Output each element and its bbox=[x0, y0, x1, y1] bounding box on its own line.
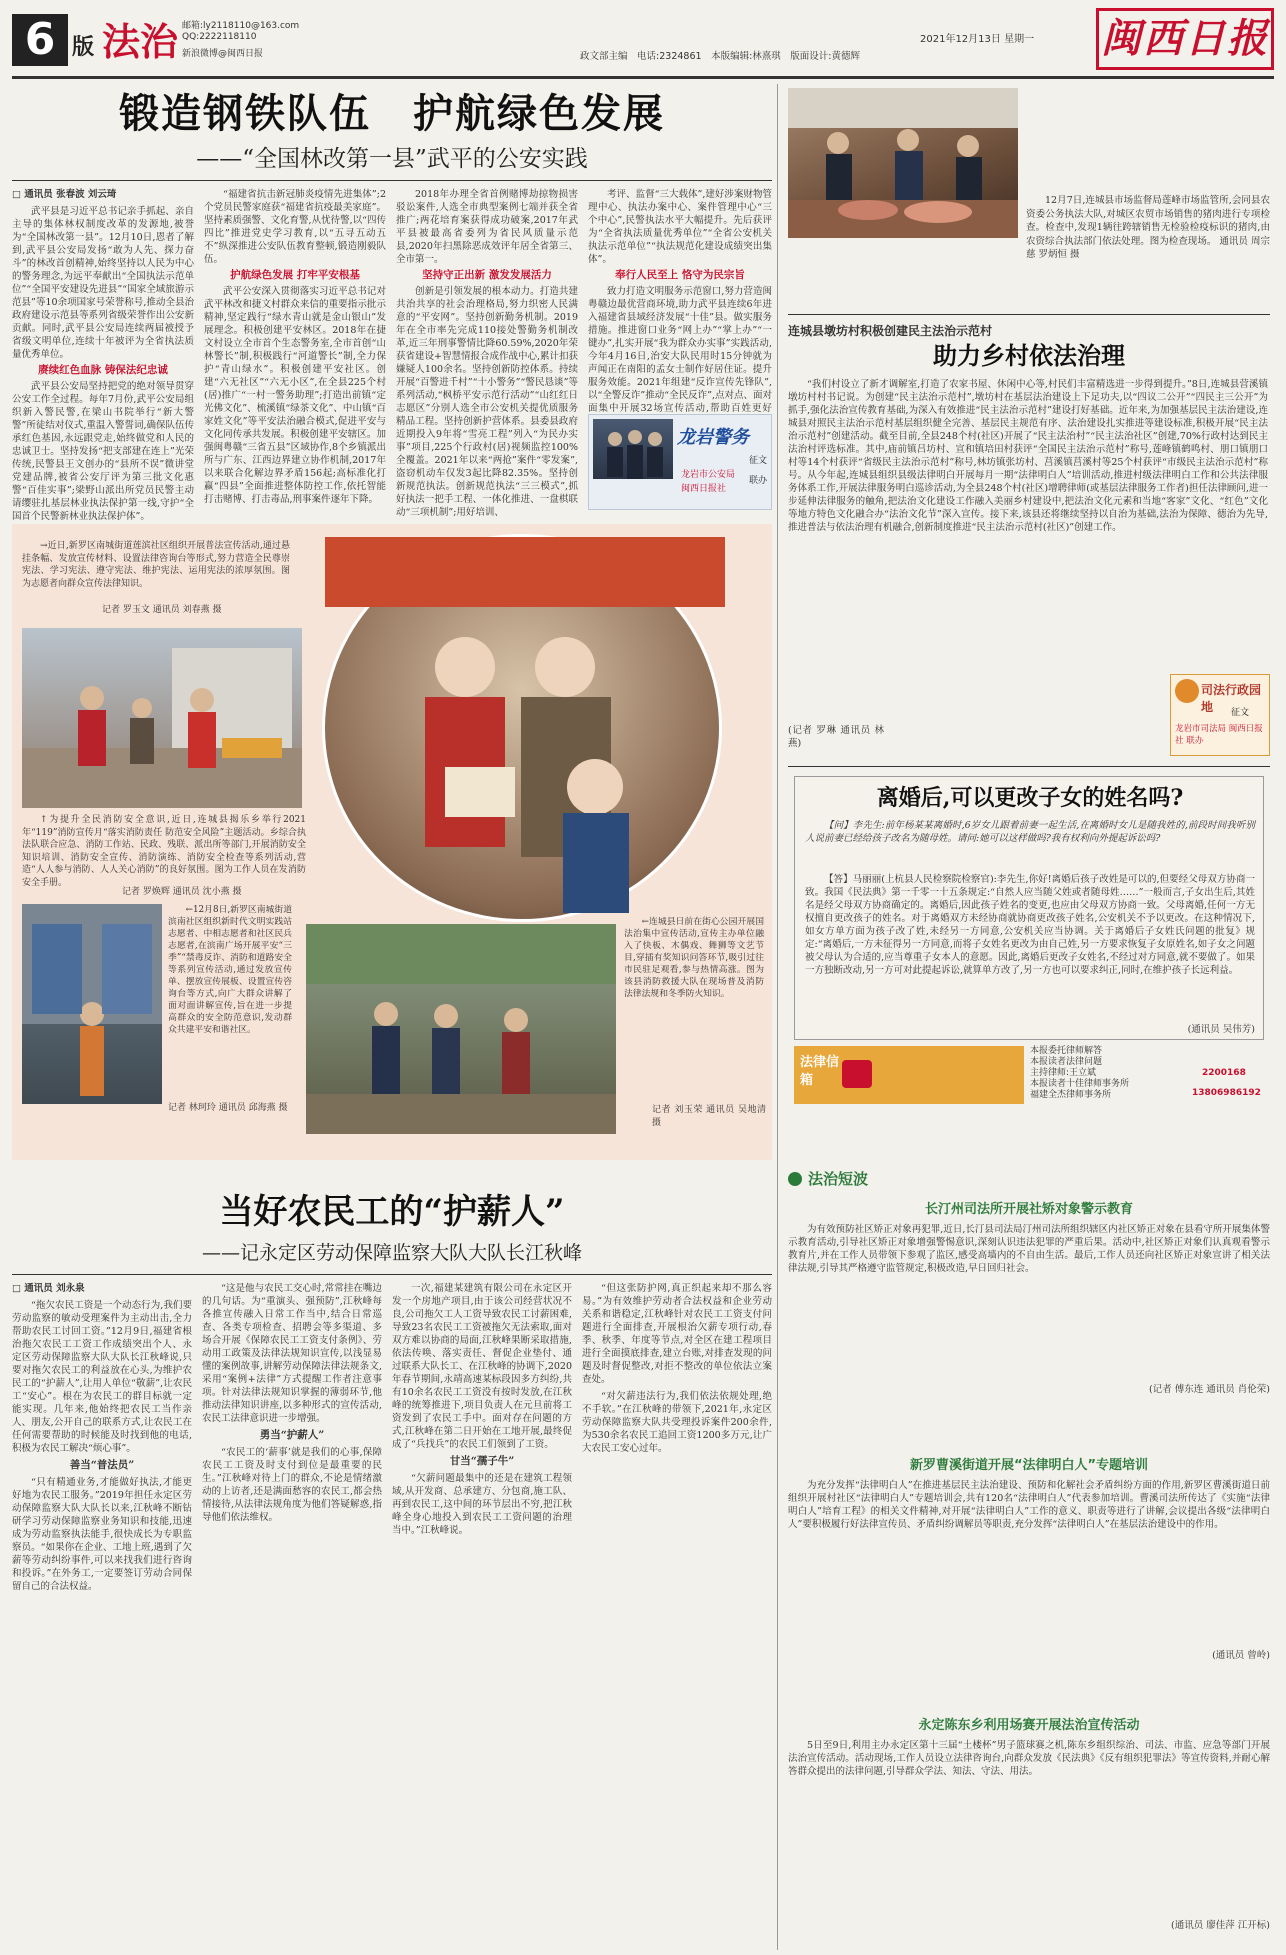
justice-logo-tag: 征文 bbox=[1231, 708, 1250, 718]
brief-2-title: 新罗曹溪街道开展“法律明白人”专题培训 bbox=[909, 1458, 1149, 1473]
feature-col-4 bbox=[582, 1282, 772, 1950]
lead-divider bbox=[12, 180, 772, 181]
legal-hotline-box bbox=[794, 1046, 1024, 1104]
seal-tag-joint: 联办 bbox=[749, 476, 768, 486]
brief-3-title: 永定陈东乡利用场赛开展法治宣传活动 bbox=[918, 1718, 1140, 1733]
seal-tag-essay: 征文 bbox=[749, 456, 768, 466]
lead-col-3 bbox=[396, 188, 578, 518]
masthead bbox=[0, 0, 1286, 80]
market-scene-icon bbox=[788, 88, 1018, 238]
lead-col4a-text: 考评、监督“三大载体”,建好涉案财物管理中心、执法办案中心、案件管理中心“三个中心”,民警执法水平大幅提升。先后获评为“全省执法质量优秀单位”“全省公安机关执法示范单位”“执法规范化建设成绩突出集体”。 bbox=[588, 189, 772, 265]
market-inspection-photo bbox=[788, 88, 1018, 238]
newspaper-logo: 闽西日报 bbox=[1096, 8, 1274, 70]
fire-promo-photo bbox=[22, 904, 162, 1104]
street-promo-photo bbox=[22, 628, 302, 808]
section-title: 法治 bbox=[102, 20, 179, 64]
feature-heading-3: 甘当“孺子牛” bbox=[449, 1455, 515, 1467]
date-line: 2021年12月13日 星期一 bbox=[920, 34, 1035, 45]
feature-col-1 bbox=[12, 1282, 192, 1950]
brief-item-1 bbox=[788, 1198, 1270, 1442]
qa-byline: (通讯员 吴伟芳) bbox=[1187, 1024, 1255, 1035]
feature-story bbox=[12, 1170, 772, 1950]
masthead-rule bbox=[12, 76, 1274, 79]
legal-briefs bbox=[782, 1166, 1274, 1950]
briefs-header: 法治短波 bbox=[808, 1170, 869, 1188]
lead-heading-2: 护航绿色发展 打牢平安根基 bbox=[230, 269, 360, 281]
feature-col1-text: “拖欠农民工资是一个动态行为,我们要劳动监察的敏动受理案件为主动出击,全力帮助农民工讨回工资。”12月9日,福建省根治拖欠农民工工资工作成绩突出个人、永定区劳动保障监察大队大队长江秋峰说,只要对拖欠农民工的利益放在心头,为维护农民工的“护薪人”,让用人单位“敬薪”,让农民工“安心”。根在为农民工的群目标就一定能实现。几年来,他始终把农民工当作亲人、朋友,公开自己的联系方式,让农民工在任何需要帮助的时候能及时找到他的电话,积极为农民工解决“烦心事”。 bbox=[12, 1300, 192, 1454]
briefs-header-icon bbox=[788, 1172, 802, 1186]
phone: 电话:2324861 bbox=[637, 51, 702, 62]
lead-col2a-text: “福建省抗击新冠肺炎疫情先进集体”;2个党员民警家庭获“福建省抗疫最美家庭”。坚持素质强警、文化育警,从忧待警,以“四传四比”推进党史学习教育,以“五寻五动五不”纵深推进公安队伍教育整顿,锻造刚毅队伍。 bbox=[204, 189, 386, 265]
editor: 政文部主编 bbox=[580, 51, 628, 62]
right-divider-1 bbox=[788, 314, 1270, 315]
street-scene-icon bbox=[22, 628, 302, 808]
mother-child-scene-icon bbox=[325, 537, 725, 925]
hotline-phone-2: 13806986192 bbox=[1192, 1088, 1261, 1098]
feature-col-3 bbox=[392, 1282, 572, 1950]
fire-promo-scene-icon bbox=[22, 904, 162, 1104]
editor-line bbox=[580, 48, 860, 62]
right-divider-2 bbox=[788, 766, 1270, 767]
hotline-line4: 本报读者十佳律师事务所 bbox=[1030, 1079, 1130, 1089]
lead-heading-3: 坚持守正出新 激发发展活力 bbox=[422, 269, 552, 281]
justice-logo-block bbox=[1170, 674, 1270, 756]
qa-answer: 【答】马丽丽(上杭县人民检察院检察官):李先生,你好!离婚后孩子改姓是可以的,但要经父母双方协商一致。我国《民法典》第一千零一十五条规定:“自然人应当随父姓或者随母姓……”一般而言,子女出生后,其姓名是经父母双方协商确定的。离婚后,因此孩子姓名的变更,也应由父母双方协商一致。父母离婚,任何一方无权擅自更改孩子的姓名。对于离婚双方未经协商就协商更改孩子姓名,公安机关不予以更改。在这种情况下,如女方单方面为孩子改了姓,未经另一方同意,公安机关应当协调。关于离婚后子女姓氏问题的批复》规定:“离婚后,一方未征得另一方同意,而将子女姓名更改为由自己姓,另一方要求恢复子女原姓名,如子女之问题被父母认为合适的,应当尊重子女本人的意愿。因此,离婚后更改子女姓名,不经过对方同意,就不要做了。如果一方独断改动,另一方可对此提起诉讼,就算单方改了,另一方也可以要求纠正,同时,在维护孩子长远利益。 bbox=[805, 874, 1255, 976]
hotline-phone-1: 2200168 bbox=[1202, 1068, 1246, 1078]
village-byline: (记者 罗琳 通讯员 林燕) bbox=[788, 725, 884, 749]
caption-3-byline: 记者 林珂玲 通讯员 邱海燕 摄 bbox=[168, 1103, 288, 1113]
contact-email: 邮箱:ly2118110@163.com bbox=[182, 21, 300, 31]
lead-story bbox=[12, 84, 772, 522]
lead-col1b-text: 武平县公安局坚持把党的绝对领导贯穿公安工作全过程。每年7月份,武平公安局组织新入警民警,在梁山书院举行“新大警警”所徒结对仪式,重温入警誓词,确保队伍传承红色基因,永远跟党走,始终做党和人民的忠诚卫士。坚持发扬“把支部建在连上”光荣传统,民警县王文创办的“县所不误”微讲堂党建品牌,被省公安厅评为第三批文化惠警“百佳实事”;梁野山派出所党员民警主动请缨驻扎基层林业执法保护第一线,守护“全国首个民警新林业执法保护体”。 bbox=[12, 381, 194, 522]
feature-col2-text: “这是他与农民工交心时,常常挂在嘴边的几句话。为“重演头、强预防”,江秋峰每各推宣传融入日常工作当中,结合日常巡查、各类专项检查、招聘会等多渠道、多场合开展《保障农民工工资支付条例》、劳动用工政策及法律法规知识宣传,以浅显易懂的案例故事,讲解劳动保障法律法规条文,采用“案例+法律”方式提醒工作者注意事项。针对法律法规知识掌握的薄弱环节,他推动法律知识讲座,以多种形式的宣传活动,农民工法律意识进一步增强。 bbox=[202, 1283, 382, 1424]
village-kicker: 连城县墩坊村积极创建民主法治示范村 bbox=[788, 324, 993, 338]
officers-figure-icon bbox=[593, 419, 673, 479]
feature-subtitle: ——记永定区劳动保障监察大队大队长江秋峰 bbox=[201, 1242, 582, 1264]
lead-heading-1: 赓续红色血脉 铸保法纪忠诚 bbox=[38, 364, 168, 376]
feature-col3b-text: “欠薪问题最集中的还是在建筑工程领域,从开发商、总承建方、分包商,施工队、再到农民工,这中间的环节层出不穷,把江秋峰全身心地投入到农民工工资问题的治理当中。”江秋峰说。 bbox=[392, 1473, 572, 1536]
feature-heading-1: 善当“普法员” bbox=[69, 1459, 135, 1471]
brief-1-byline: (记者 傅东连 通讯员 肖伦荣) bbox=[1149, 1384, 1270, 1395]
seal-title: 龙岩警务 bbox=[677, 427, 749, 448]
feature-divider bbox=[12, 1274, 772, 1275]
photo-spread bbox=[12, 524, 772, 1160]
police-officers-photo bbox=[593, 419, 673, 479]
briefs-header-bar bbox=[788, 1166, 1270, 1194]
hotline-line2: 本报读者法律问题 bbox=[1030, 1057, 1103, 1067]
hotline-line3: 主持律师:王立斌 bbox=[1030, 1068, 1097, 1078]
justice-logo-title: 司法行政园地 bbox=[1201, 683, 1262, 714]
feature-col3-text: 一次,福建某建筑有限公司在永定区开发一个房地产项目,由于该公司经营状况不良,公司拖欠工人工资导致农民工讨薪困难,导致23名农民工工资被拖欠无法索取,面对双方难以协商的局面,江秋峰果断采取措施,依法传唤、落实责任、督促企业垫付、通过联系大队长工、在江秋峰的协调下,2020年春节期间,永靖高速某标段因多方纠纷,共有10余名农民工工资没有按时发放,在江秋峰的统筹推进下,项目负责人在元旦前将工资发到了农民工手中。面对存在问题的方式,江秋峰在第二日开始在工地开展,最终促成了“兵找兵”的农民工们领到了工资。 bbox=[392, 1283, 572, 1450]
brief-3-body: 5日至9日,利用主办永定区第十三届“土楼杯”男子篮球赛之机,陈东乡组织综治、司法、市监、应急等部门开展法治宣传活动。活动现场,工作人员设立法律咨询台,向群众发放《民法典》《反有组织犯罪法》等宣传资料,并耐心解答群众提出的法律问题,引导群众学法、知法、守法、用法。 bbox=[788, 1740, 1270, 1777]
feature-col4-text: “但这张防护网,真正织起来却不那么容易。”为有效维护劳动者合法权益和企业劳动关系和谐稳定,江秋峰针对农民工工资支付问题进行全面排查,开展根治欠薪专项行动,春季、秋季、年度等节点,对全区在建工程项目进行全面摸底排查,建立台账,对排查发现的问题及时督促整改,对拒不整改的单位依法立案查处。 bbox=[582, 1283, 772, 1385]
lead-col-1 bbox=[12, 188, 194, 522]
brief-1-title: 长汀州司法所开展社矫对象警示教育 bbox=[924, 1202, 1133, 1217]
hotline-line1: 本报委托律师解答 bbox=[1030, 1046, 1103, 1056]
justice-logo-sub: 龙岩市司法局 闽西日报社 联办 bbox=[1175, 724, 1263, 746]
lead-col1-text: 武平县是习近平总书记亲手抓起、亲自主导的集体林权制度改革的发源地,被誉为“全国林改第一县”。12月10日,恩者了解到,武平县公安局发扬“敢为人先、探力奋斗”的林改首创精神,始终坚持以人民为中心的警务理念,为远平奉献出“全国执法示范单位”“全国平安建设先进县”“国家全域旅游示范县”等10余项国家号荣誉称号,推动全县治政府建设示范县等系列省级荣誉作出公安新贡献。同时,武平县公安局连续两届被授予省级文明单位,连续十年被评为全省执法质量优秀单位。 bbox=[12, 206, 194, 360]
contact-weibo: 新浪微博@闽西日报 bbox=[182, 49, 264, 59]
caption-4: ←连城县日前在街心公园开展国法治集中宣传活动,宣传主办单位融入了快板、木偶戏、舞狮等文艺节目,穿插有奖知识问答环节,吸引过往市民驻足观看,参与热情高涨。图为该县消防救援大队在现场普及消防法律法规和冬季防火知识。 bbox=[624, 917, 764, 999]
park-promo-photo bbox=[306, 924, 616, 1134]
lead-col-2 bbox=[204, 188, 386, 514]
feature-byline: □ 通讯员 刘永泉 bbox=[12, 1283, 85, 1294]
police-seal-block bbox=[588, 414, 772, 510]
hotline-label: 法律信箱 bbox=[800, 1055, 840, 1088]
brief-2-body: 为充分发挥“法律明白人”在推进基层民主法治建设、预防和化解社会矛盾纠纷方面的作用,新罗区曹溪街道日前组织开展村社区“法律明白人”专题培训会,共有120名“法律明白人”代表参加培训。曹溪司法所传达了《实施“法律明白人”培育工程》的相关文件精神,对开展“法律明白人”工作的意义、职责等进行了讲解,会议提出各级“法律明白人”要积极履行好法律宣传员、矛盾纠纷调解员等职责,充分发挥“法律明白人”在基层法治建设中的作用。 bbox=[788, 1480, 1270, 1530]
feature-col2b-text: “农民工的‘薪事’就是我们的心事,保障农民工工资及时支付到位是最重要的民生。”江秋峰对待上门的群众,不论是情绪激动的上访者,还是满面愁容的农民工,都会热情接待,从法律法规角度为他们答疑解惑,指导他们依法维权。 bbox=[202, 1447, 382, 1523]
designer: 版面设计:黄德辉 bbox=[790, 51, 860, 62]
village-body: “我们村设立了新才调解室,打造了农家书屋、休闲中心等,村民们丰富精选进一步得到提升。”8日,连城县营溪镇墩坊村村书记说。为创建“民主法治示范村”,墩坊村在基层法治建设上下足功夫,以“四议二公开”“四民主三公开”为抓手,强化法治宣传教育基础,为深入有效推进“民主法治示范村”建设打好基础。近年来,为加强基层民主法治建设,连城县对照民主法治示范村基层组织健全完善、基层民主规范有序、法治建设扎实推进等建设标准,积极开展“民主法治示范村”创建活动。截至目前,全县248个村(社区)开展了“民主法治村”“民主法治社区”创建,70%行政村达到民主法治村评选标准。其中,庙前镇吕坊村、宣和镇培田村获评“全国民主法治示范村”称号,莲峰镇鹤鸣村、朋口镇朋口村等14个村获评“省级民主法治示范村”称号,林坊镇张坊村、莒溪镇莒溪村等25个村获评“市级民主法治示范村”称号。从今年起,连城县组织县级法律明白开展每月一期“法律明白人”培训活动,推进村级法律明白工作和公共法律服务体系工作,开展法律服务明白巡诊活动,为全县248个村(社区)增聘律师(或基层法律服务工作者)担任法律顾问,进一步延伸法律服务的触角,把法治文化建设工作融入美丽乡村建设中,把法治文化元素和当地“客家”文化、“红色”文化等地方特色文化融合办“法治文化节”深入宣传。接下来,该县还将继续坚持以自治为基础,法治为保障、德治为先导,推进普法与依法治理有机融合,创新制度推进“民主法治示范村(社区)”创建工作。 bbox=[788, 379, 1268, 533]
brief-item-3 bbox=[788, 1714, 1270, 1944]
qa-box bbox=[794, 776, 1264, 1040]
lead-col4b-text: 致力打造文明服务示范窗口,努力营造闽粤赣边最优营商环境,助力武平县连续6年进入福建省县域经济发展“十佳”县。做实服务措施。推进窗口业务“网上办”“掌上办”“一键办”,扎实开展“我为群众办实事”实践活动,今年4月16日,治安大队民用时15分钟就为声闻正在南阳的孟女士制作好居住证。提升服务效能。2021年组建“反诈宣传先锋队”,以“全警反诈”推动“全民反诈”,点对点、面对面集中开展32场宣传活动,帮助百姓更好 bbox=[588, 286, 772, 414]
feature-col4b-text: “对欠薪违法行为,我们依法依规处理,绝不手软。”在江秋峰的带领下,2021年,永定区劳动保障监察大队共受理投诉案件200余件,为530余名农民工追回工资1200多万元,让广大农民工安心过年。 bbox=[582, 1391, 772, 1454]
caption-2-byline: 记者 罗焕辉 通讯员 沈小燕 摄 bbox=[122, 887, 242, 897]
caption-2: ↑为提升全民消防安全意识,近日,连城县揭乐乡举行2021年“119”消防宣传月“落实消防责任 防范安全风险”主题活动。乡综合执法队联合应急、消防工作站、民政、残联、派出所等部门,开展消防安全知识培训、消防安全宣传、消防演练、消防安全检查等系列活动,营造“人人参与消防、人人关心消防”的良好氛围。图为工作人员在发消防安全手册。 bbox=[22, 815, 306, 888]
column-rule bbox=[777, 84, 778, 1950]
right-column bbox=[782, 84, 1274, 1164]
mailbox-icon bbox=[842, 1060, 872, 1088]
feature-col1b-text: “只有精通业务,才能做好执法,才能更好地为农民工服务。”2019年担任永定区劳动保障监察大队大队长以来,江秋峰不断钻研学习劳动保障监察业务知识和技能,迅速成为劳动监察执法能手,很快成长为专职监察员。“如果你在企业、工地上班,遇到了欠薪等劳动纠纷事件,可以来找我们进行咨询和投诉。”在外务工,一定要签订劳动合同保留自己的合法权益。 bbox=[12, 1477, 192, 1592]
caption-1: →近日,新罗区南城街道莲滨社区组织开展普法宣传活动,通过悬挂条幅、发放宣传材料、设置法律咨询台等形式,努力营造全民尊崇宪法、学习宪法、遵守宪法、维护宪法、运用宪法的浓厚氛围。图为志愿者向群众宣传法律知识。 bbox=[22, 541, 290, 589]
hotline-line5: 福建全杰律师事务所 bbox=[1030, 1090, 1112, 1100]
brief-1-body: 为有效预防社区矫正对象再犯罪,近日,长汀县司法局汀州司法所组织辖区内社区矫正对象在县看守所开展集体警示教育活动,引导社区矫正对象增强警惕意识,深刻认识违法犯罪的严重后果。活动中,社区矫正对象们认真观看警示教育片,并在工作人员带领下参观了监区,感受高墙内的不自由生活。最后,工作人员还向社区矫正对象宣讲了相关法律法规,引导其严格遵守监管规定,积极改造,早日回归社会。 bbox=[788, 1224, 1270, 1274]
page-number-suffix: 版 bbox=[72, 35, 95, 60]
page-number: 6 bbox=[12, 14, 68, 66]
contact-qq: QQ:2222118110 bbox=[182, 32, 257, 42]
lead-col2b-text: 武平公安深入贯彻落实习近平总书记对武平林改和捷文村群众来信的重要指示批示精神,坚定践行“绿水青山就是金山银山”发展理念。积极创建平安林区。2018年在捷文村设立全市首个生态警务室,全市首创“山林警长”制,积极践行“河道警长”制,全力保护“青山绿水”。积极创建平安社区。创建“六无社区”“六无小区”,在全县225个村(居)推广“一村一警务助理”;打造出前镇“定光佛文化”、梳溪镇“绿茶文化”、中山镇“百家姓文化”等平安法治融合模式,促进平安与文化同传承共发展。积极创建平安辖区。加强闽粤赣“三省五县”区域协作,8个乡镇派出所与广东、江西边界建立协作机制,2017年以来联合化解边界矛盾156起;高标准化打赢“四县”全面推进整体防控工作,依托智能打击赌博、打击毒品,刑事案件逐年下降。 bbox=[204, 286, 386, 505]
feature-heading-2: 勇当“护薪人” bbox=[259, 1429, 325, 1441]
qa-title: 离婚后,可以更改子女的姓名吗? bbox=[876, 785, 1184, 811]
caption-4-byline: 记者 刘玉荣 通讯员 吴地清 摄 bbox=[652, 1105, 766, 1128]
caption-1-byline: 记者 罗玉文 通讯员 刘春燕 摄 bbox=[102, 605, 222, 615]
qa-question: 【问】李先生:前年杨某某离婚时,6岁女儿跟着前妻一起生活,在离婚时女儿是随我姓的,前段时间我听别人说前妻已经给孩子改名为随母姓。请问:她可以这样做吗?我有权利向外提起诉讼吗? bbox=[805, 820, 1255, 844]
mother-child-photo bbox=[322, 534, 722, 922]
lead-byline: □ 通讯员 张春波 刘云琦 bbox=[12, 189, 117, 200]
feature-col-2 bbox=[202, 1282, 382, 1950]
feature-title: 当好农民工的“护薪人” bbox=[219, 1192, 565, 1232]
lead-heading-4: 奉行人民至上 恪守为民宗旨 bbox=[615, 269, 745, 281]
lead-col3b-text: 创新是引领发展的根本动力。打造共建共治共享的社会治理格局,努力织密人民满意的“平安网”。坚持创新勤务机制。2019年在全市率先完成110接处警勤务机制改革,近三年刑事警情比降60.59%,2020年荣获省建设+智慧情报合成作战中心,累计扣获嫌疑人100余名。坚持创新防控体系。持续开展“百警进千村”“十小警务”“警民恳谈”等系列活动,“枫桥平安示范行活动”“山红红日志愿区”分别人选全市公安机关提优质服务精品工程。坚持创新护营体系。县委县政府近期投入9年将“雪亮工程”列入“为民办实事”项目,225个行政村(居)视频监控100%全覆盖。2021年以来“两抢”案件“零发案”,盗窃机动车仅发3起比降82.35%。坚持创新规范执法。创新规范执法“三三模式”,抓好执法一把手工程、一体化推进、一盘棋联动“三项机制”;用好培训、 bbox=[396, 286, 578, 518]
brief-3-byline: (通讯员 廖佳萍 江开标) bbox=[1171, 1920, 1270, 1931]
lead-col-4 bbox=[588, 188, 772, 414]
seal-org-2: 闽西日报社 bbox=[681, 484, 727, 494]
park-promo-scene-icon bbox=[306, 924, 616, 1134]
brief-item-2 bbox=[788, 1454, 1270, 1706]
lead-title: 锻造钢铁队伍 护航绿色发展 bbox=[119, 90, 665, 137]
caption-3: ←12月8日,新罗区南城街道滨南社区组织新时代文明实践站志愿者、中相志愿者和社区民兵志愿者,在滨南广场开展平安“三季”“禁毒反诈、消防和道路安全等系列宣传活动,通过发放宣传单、摆放宣传展板、设置宣传咨询台等方式,向广大群众讲解了面对面讲解宣传,旨在进一步提高群众的安全防范意识,发动群众共建平安和谐社区。 bbox=[168, 905, 292, 1035]
brief-2-byline: (通讯员 曾岭) bbox=[1212, 1650, 1270, 1661]
seal-org-1: 龙岩市公安局 bbox=[681, 470, 736, 480]
market-photo-caption-text: 12月7日,连城县市场监督局莲峰市场监管所,会同县农资委公务执法大队,对城区农贸市场销售的猪肉进行专项检查。检查中,发现1辆往跨辖销售无检验检疫标识的猪肉,由农资综合执法部门依法处理。图为检查现场。 通讯员 周宗慈 罗炳恒 摄 bbox=[1026, 195, 1270, 260]
lead-col3a-text: 2018年办理全省首例赌博劫掠物损害驳讼案件,人选全市典型案例七端并获全省推广;两花培育案获得成功破案,2017年武平县被最高省委列为省民风质量示范县,2020年扫黑除恶成效评年居全省第三、全市第一。 bbox=[396, 189, 578, 265]
lead-subtitle: ——“全国林改第一县”武平的公安实践 bbox=[196, 146, 588, 172]
chief-editor: 本版编辑:林熹琪 bbox=[711, 51, 781, 62]
justice-emblem-icon bbox=[1175, 679, 1199, 703]
village-title: 助力乡村依法治理 bbox=[933, 341, 1125, 370]
